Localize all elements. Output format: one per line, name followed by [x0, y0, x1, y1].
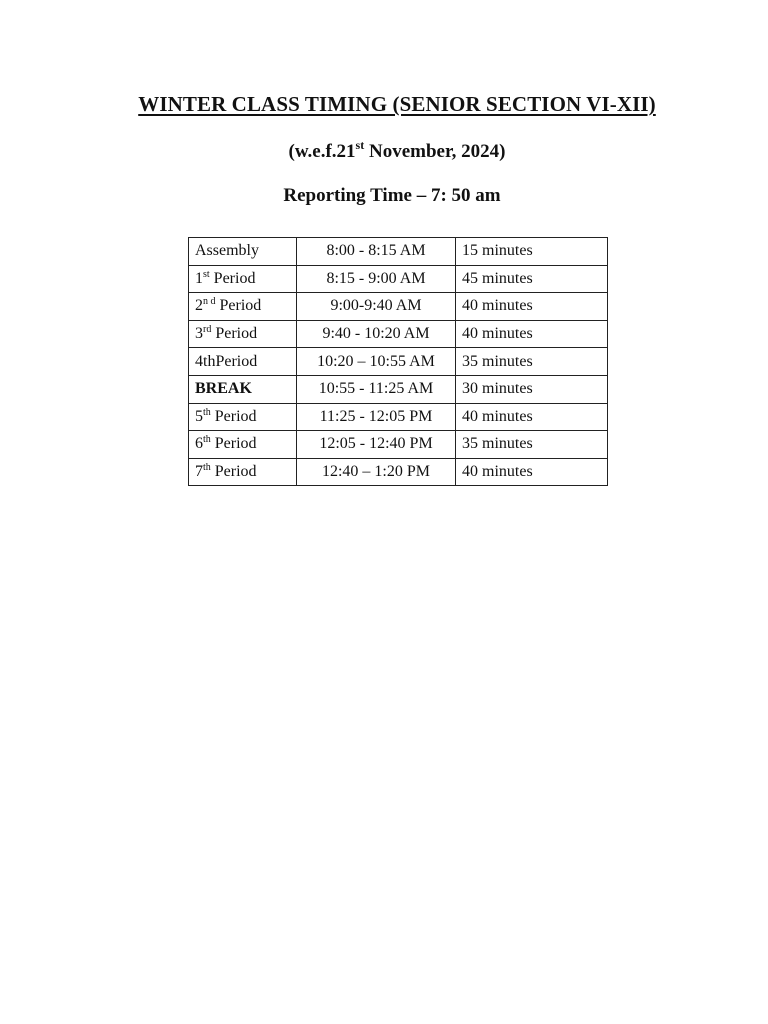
period-name: 7: [195, 463, 203, 481]
period-time: 11:25 - 12:05 PM: [297, 403, 456, 431]
period-ordinal: th: [203, 434, 211, 446]
period-name-suffix: Period: [210, 407, 257, 425]
break-label: BREAK: [195, 380, 252, 398]
period-ordinal: th: [203, 406, 211, 418]
period-time: 12:05 - 12:40 PM: [297, 431, 456, 459]
table-row: [189, 320, 608, 348]
document-title: WINTER CLASS TIMING (SENIOR SECTION VI-XII): [138, 92, 656, 116]
schedule-table-body: [189, 238, 608, 486]
period-name-cell: [189, 375, 297, 403]
period-name: 5: [195, 407, 203, 425]
table-row: [189, 293, 608, 321]
period-time: 9:00-9:40 AM: [297, 293, 456, 321]
period-name-cell: [189, 265, 297, 293]
period-duration: 40 minutes: [456, 293, 608, 321]
reporting-time: Reporting Time – 7: 50 am: [283, 185, 501, 206]
table-row: [189, 431, 608, 459]
period-name-suffix: Period: [210, 463, 257, 481]
period-name: 3: [195, 325, 203, 343]
period-duration: 35 minutes: [456, 348, 608, 376]
period-name-suffix: Period: [215, 297, 262, 315]
effective-date: [0, 138, 768, 163]
table-row: [189, 348, 608, 376]
period-name: 4thPeriod: [195, 352, 258, 370]
table-row: [189, 375, 608, 403]
schedule-table: [188, 237, 608, 486]
period-name: 1: [195, 269, 203, 287]
period-duration: 40 minutes: [456, 458, 608, 486]
period-time: 8:00 - 8:15 AM: [297, 238, 456, 266]
effective-date-ordinal: st: [355, 138, 365, 152]
period-name-suffix: Period: [209, 269, 256, 287]
period-ordinal: st: [203, 268, 210, 280]
effective-date-prefix: (w.e.f.21: [288, 141, 356, 162]
period-ordinal: rd: [203, 324, 212, 336]
period-name-cell: [189, 293, 297, 321]
table-row: [189, 238, 608, 266]
period-duration: 40 minutes: [456, 403, 608, 431]
period-duration: 15 minutes: [456, 238, 608, 266]
period-duration: 35 minutes: [456, 431, 608, 459]
period-name-cell: [189, 238, 297, 266]
effective-date-suffix: November, 2024): [364, 141, 506, 162]
period-time: 9:40 - 10:20 AM: [297, 320, 456, 348]
table-row: [189, 403, 608, 431]
table-row: [189, 265, 608, 293]
table-row: [189, 458, 608, 486]
period-name: 6: [195, 435, 203, 453]
period-name-cell: [189, 431, 297, 459]
period-time: 8:15 - 9:00 AM: [297, 265, 456, 293]
period-name-suffix: Period: [211, 325, 258, 343]
period-ordinal: n d: [203, 296, 216, 308]
period-name-cell: [189, 458, 297, 486]
period-name-cell: [189, 320, 297, 348]
period-duration: 45 minutes: [456, 265, 608, 293]
period-time: 12:40 – 1:20 PM: [297, 458, 456, 486]
period-duration: 30 minutes: [456, 375, 608, 403]
period-ordinal: th: [203, 462, 211, 474]
period-name: Assembly: [195, 242, 259, 260]
period-time: 10:20 – 10:55 AM: [297, 348, 456, 376]
period-name: 2: [195, 297, 203, 315]
period-time: 10:55 - 11:25 AM: [297, 375, 456, 403]
period-name-suffix: Period: [210, 435, 257, 453]
period-name-cell: [189, 348, 297, 376]
period-name-cell: [189, 403, 297, 431]
period-duration: 40 minutes: [456, 320, 608, 348]
